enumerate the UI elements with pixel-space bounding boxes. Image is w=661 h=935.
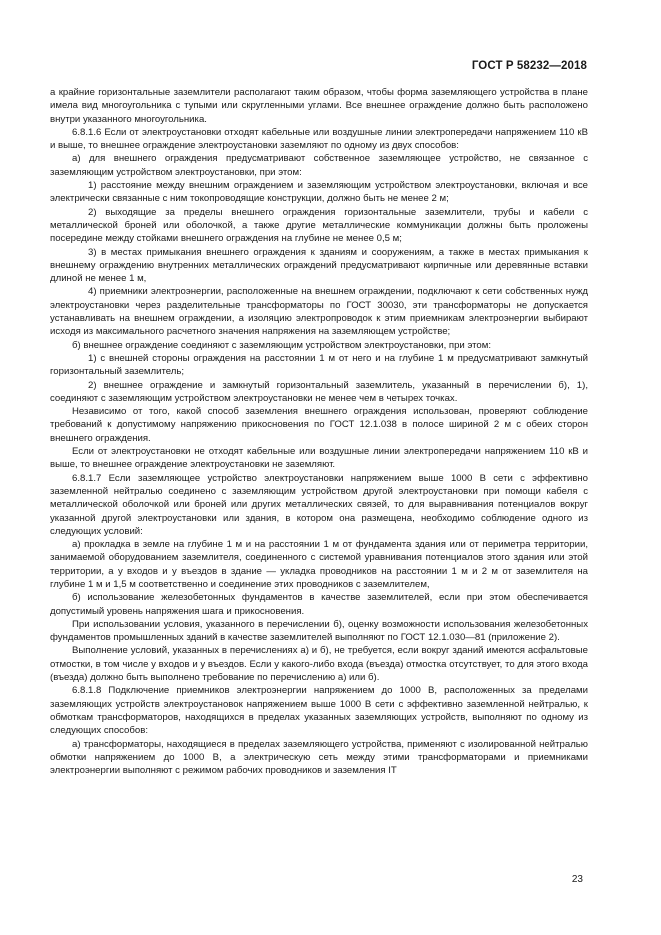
paragraph: Если от электроустановки не отходят кабельные или воздушные линии электропередачи напряжением 110 кВ и выше, то внешнее ограждение электроустановки не заземляют.	[50, 446, 588, 471]
paragraph: Независимо от того, какой способ заземления внешнего ограждения использован, проверяют соблюдение требований к допустимому напряжению прикосновения по ГОСТ 12.1.038 в полосе шириной 2 м с обеих сторон внешнего ограждения.	[50, 406, 588, 444]
list-subitem: 4) приемники электроэнергии, расположенные на внешнем ограждении, подключают к сети собственных нужд электроустановки через разделительные трансформаторы по ГОСТ 30030, эти трансформаторы не допускается устанавливать на внешнем ограждении, а изоляцию электропроводок к этим приемникам электроэнергии выбирают исходя из максимального расчетного значения напряжения на заземляющем устройстве;	[50, 286, 588, 338]
clause-6-8-1-6: 6.8.1.6 Если от электроустановки отходят кабельные или воздушные линии электропередачи напряжением 110 кВ и выше, то внешнее ограждение электроустановки заземляют по одному из двух способов:	[50, 126, 588, 152]
list-item-b: б) использование железобетонных фундаментов в качестве заземлителей, если при этом обеспечивается допустимый уровень напряжения шага и прикосновения.	[50, 592, 588, 617]
list-item-a: а) для внешнего ограждения предусматривают собственное заземляющее устройство, не связанное с заземляющим устройством электроустановки, при этом:	[50, 153, 588, 178]
clause-6-8-1-8: 6.8.1.8 Подключение приемников электроэнергии напряжением до 1000 В, расположенных за пределами заземляющих устройств электроустановок напряжением выше 1000 В сети с эффективно заземленной нейтралью, к обмоткам трансформаторов, находящихся в пределах указанных заземляющих устройств, выполняют по одному из следующих способов:	[50, 685, 588, 737]
page-number: 23	[571, 874, 583, 885]
list-item-a: а) трансформаторы, находящиеся в пределах заземляющего устройства, применяют с изолированной нейтралью обмотки напряжением до 1000 В, а электрическую сеть между этими трансформаторами и приемниками электроэнергии выполняют с режимом рабочих проводников и заземления IT	[50, 738, 588, 777]
document-body	[50, 86, 588, 777]
paragraph: а крайние горизонтальные заземлители располагают таким образом, чтобы форма заземляющего устройства в плане имела вид многоугольника с тупыми или скругленными углами. Все внешнее ограждение должно быть расположено внутри указанного многоугольника.	[50, 87, 588, 125]
list-subitem: 2) внешнее ограждение и замкнутый горизонтальный заземлитель, указанный в перечислении б), 1), соединяют с заземляющим устройством электроустановки не менее чем в четырех точках.	[50, 379, 588, 404]
list-subitem: 1) расстояние между внешним ограждением и заземляющим устройством электроустановки, включая и все электрически связанные с ним токопроводящие конструкции, должно быть не менее 2 м;	[50, 180, 588, 205]
paragraph: Выполнение условий, указанных в перечислениях а) и б), не требуется, если вокруг зданий имеются асфальтовые отмостки, в том числе у входов и у въездов. Если у какого-либо входа (въезда) отмостка отсутствует, то для этого входа (въезда) должно быть выполнено требование по перечислению а) или б).	[50, 645, 588, 684]
document-code-header: ГОСТ Р 58232—2018	[471, 60, 587, 72]
list-item-b: б) внешнее ограждение соединяют с заземляющим устройством электроустановки, при этом:	[72, 339, 492, 351]
list-subitem: 1) с внешней стороны ограждения на расстоянии 1 м от него и на глубине 1 м предусматривают замкнутый горизонтальный заземлитель;	[50, 352, 588, 378]
clause-6-8-1-7: 6.8.1.7 Если заземляющее устройство электроустановки напряжением выше 1000 В сети с эффективно заземленной нейтралью соединено с заземляющим устройством другой электроустановки при помощи кабеля с металлической оболочкой или броней или других металлических связей, то для выравнивания потенциалов вокруг указанной другой электроустановки или здания, в котором она размещена, необходимо соблюдение одного из следующих условий:	[50, 472, 588, 537]
list-subitem: 2) выходящие за пределы внешнего ограждения горизонтальные заземлители, трубы и кабели с металлической броней или оболочкой, а также другие металлические коммуникации должны быть проложены посередине между стойками внешнего ограждения на глубине не менее 0,5 м;	[50, 206, 588, 245]
paragraph: При использовании условия, указанного в перечислении б), оценку возможности использования железобетонных фундаментов промышленных зданий в качестве заземлителей выполняют по ГОСТ 12.1.030—81 (приложение 2).	[50, 618, 588, 644]
list-subitem: 3) в местах примыкания внешнего ограждения к зданиям и сооружениям, а также в местах примыкания к внешнему ограждению внутренних металлических ограждений предусматривают кирпичные или деревянные вставки длиной не менее 1 м,	[50, 246, 588, 285]
list-item-a: а) прокладка в земле на глубине 1 м и на расстоянии 1 м от фундамента здания или от периметра территории, занимаемой оборудованием заземлителя, соединенного с системой уравнивания потенциалов этого здания или этой территории, а у входов и у въездов в здание — укладка проводников на расстоянии 1 м и 2 м от заземлителя на глубине 1 м и 1,5 м соответственно и соединение этих проводников с заземлителем,	[50, 539, 588, 590]
